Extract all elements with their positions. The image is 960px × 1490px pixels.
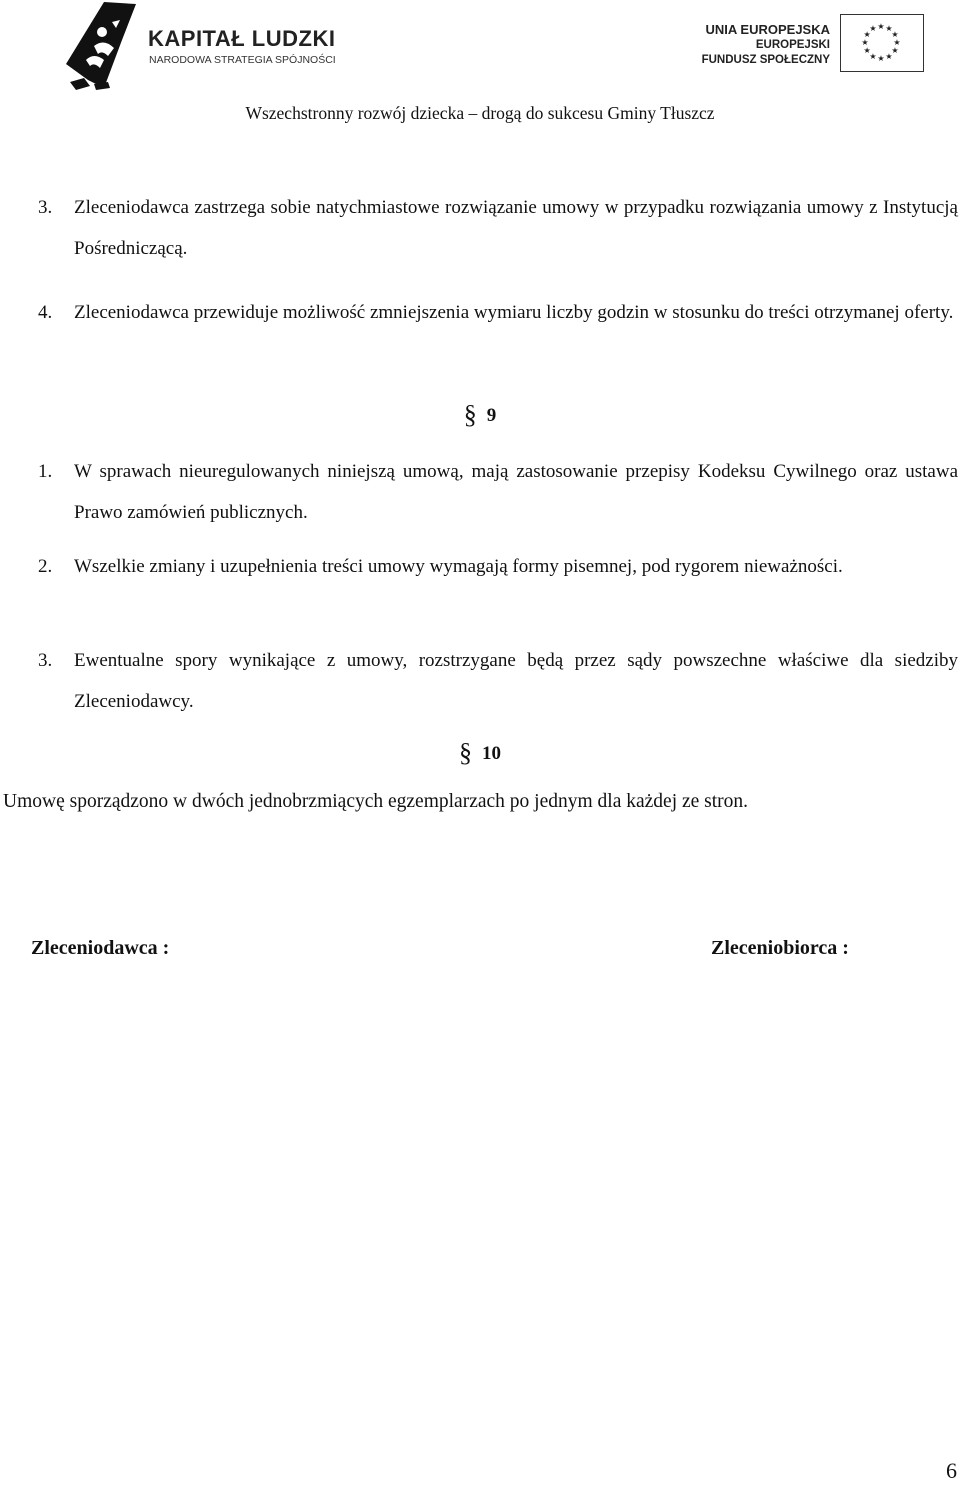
list-item [38, 546, 958, 587]
eu-star-icon: ★ [869, 51, 877, 61]
signature-label-contractor: Zleceniodawca : [31, 937, 170, 959]
eu-logo-text [702, 22, 830, 68]
section-sign: § [463, 400, 477, 429]
eu-star-icon: ★ [861, 38, 869, 47]
eu-star-icon: ★ [877, 54, 885, 63]
kapital-ludzki-emblem-icon [64, 2, 144, 92]
list-item-number: 3. [38, 650, 53, 671]
list-item [38, 640, 958, 722]
list-item-number: 3. [38, 197, 53, 218]
kapital-ludzki-subtitle: NARODOWA STRATEGIA SPÓJNOŚCI [149, 54, 336, 66]
list-item-text: Wszelkie zmiany i uzupełnienia treści umowy wymagają formy pisemnej, pod rygorem nieważności. [74, 556, 843, 577]
section-heading-10 [0, 738, 960, 768]
eu-flag-icon [840, 14, 924, 72]
list-item-text: Ewentualne spory wynikające z umowy, rozstrzygane będą przez sądy powszechne właściwe dla siedziby Zleceniodawcy. [74, 650, 958, 712]
project-title: Wszechstronny rozwój dziecka – drogą do sukcesu Gminy Tłuszcz [245, 103, 715, 123]
eu-star-icon: ★ [863, 30, 871, 39]
eu-star-icon: ★ [893, 38, 901, 47]
closing-statement: Umowę sporządzono w dwóch jednobrzmiących egzemplarzach po jednym dla każdej ze stron. [3, 791, 749, 812]
eu-star-icon: ★ [877, 22, 885, 31]
page-number: 6 [946, 1458, 957, 1483]
eu-star-icon: ★ [891, 46, 899, 55]
eu-star-icon: ★ [869, 24, 877, 34]
eu-logo-line1: UNIA EUROPEJSKA [705, 22, 830, 37]
signature-label-contractee: Zleceniobiorca : [711, 937, 849, 959]
section-sign: § [459, 738, 472, 767]
eu-logo-line2: EUROPEJSKI [755, 39, 830, 51]
eu-star-icon: ★ [885, 24, 893, 34]
eu-logo-line3: FUNDUSZ SPOŁECZNY [701, 54, 830, 66]
section-number: 10 [482, 743, 501, 764]
eu-star-icon: ★ [863, 46, 871, 55]
list-item-number: 1. [38, 461, 53, 482]
section-heading-9 [0, 400, 960, 430]
list-item-number: 4. [38, 302, 53, 323]
list-item-text: Zleceniodawca przewiduje możliwość zmniejszenia wymiaru liczby godzin w stosunku do treści otrzymanej oferty. [74, 302, 954, 323]
eu-star-icon: ★ [891, 30, 899, 39]
list-item [38, 187, 958, 269]
kapital-ludzki-title: KAPITAŁ LUDZKI [148, 26, 336, 51]
list-item-number: 2. [38, 556, 53, 577]
list-item-text: W sprawach nieuregulowanych niniejszą umową, mają zastosowanie przepisy Kodeksu Cywilnego oraz ustawa Prawo zamówień publicznych. [74, 461, 958, 523]
list-item [38, 451, 958, 533]
list-item-text: Zleceniodawca zastrzega sobie natychmiastowe rozwiązanie umowy w przypadku rozwiązania umowy z Instytucją Pośredniczącą. [74, 197, 958, 259]
kapital-ludzki-logo [64, 2, 364, 92]
eu-logo [686, 14, 926, 76]
section-number: 9 [486, 405, 497, 426]
eu-star-icon: ★ [885, 51, 893, 61]
list-item [38, 292, 958, 333]
